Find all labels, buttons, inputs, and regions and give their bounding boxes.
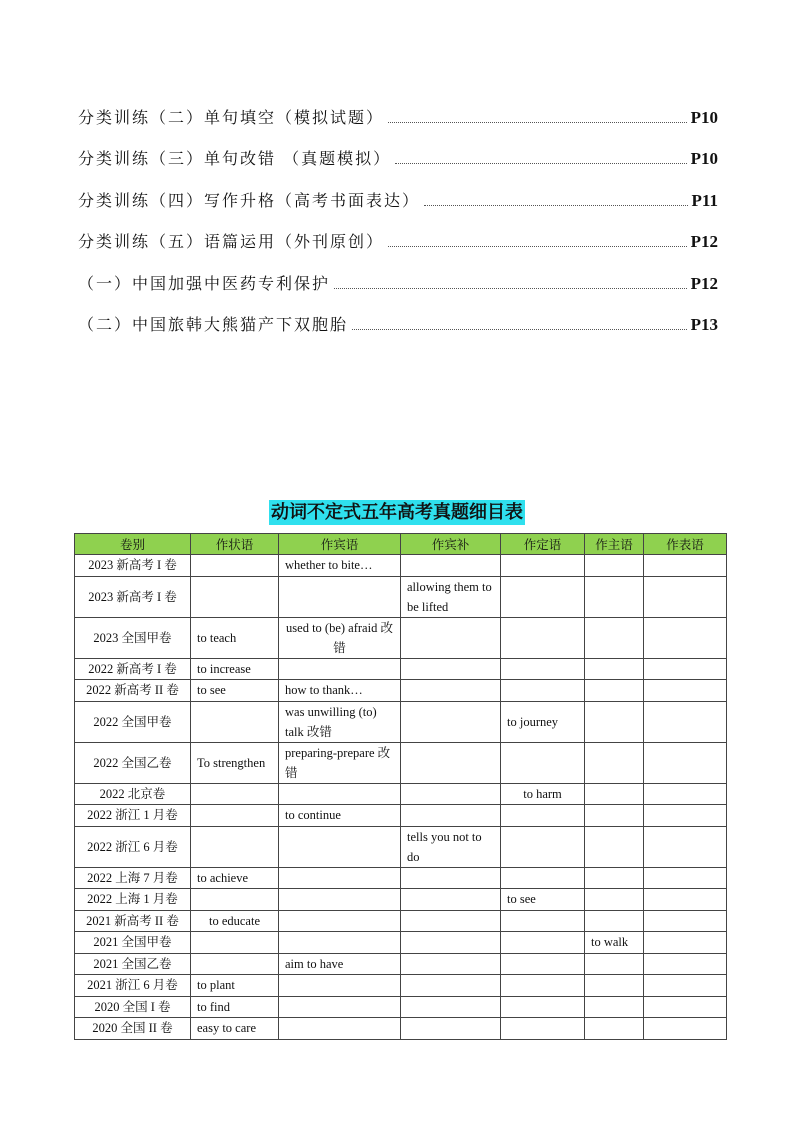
table-cell — [585, 975, 644, 997]
table-cell — [191, 826, 279, 867]
toc-entry-title: 分类训练（三）单句改错 （真题模拟） — [78, 149, 392, 168]
table-cell: to continue — [279, 805, 401, 827]
column-header: 作表语 — [644, 534, 727, 555]
table-cell — [279, 576, 401, 617]
table-row — [75, 576, 727, 617]
toc-entry[interactable] — [78, 294, 718, 336]
table-cell — [401, 701, 501, 742]
table-row — [75, 617, 727, 658]
table-title-wrap — [0, 498, 794, 524]
toc-entry-page: P13 — [690, 315, 718, 334]
table-cell: to harm — [501, 783, 585, 805]
toc-entry-title: （二）中国旅韩大熊猫产下双胞胎 — [78, 315, 349, 334]
exam-name-cell: 2023 新高考 I 卷 — [75, 555, 191, 577]
toc-entry[interactable] — [78, 169, 718, 211]
table-cell — [501, 996, 585, 1018]
table-cell — [501, 953, 585, 975]
table-cell — [501, 1018, 585, 1040]
table-cell — [644, 975, 727, 997]
toc-leader-dots — [395, 162, 687, 164]
table-cell — [191, 953, 279, 975]
toc-entry-page: P11 — [691, 190, 718, 210]
toc-leader-dots — [388, 245, 687, 247]
toc-entry-page: P10 — [690, 107, 718, 127]
table-cell — [644, 932, 727, 954]
toc-entry-page: P10 — [690, 149, 718, 168]
table-row — [75, 826, 727, 867]
exam-name-cell: 2021 全国甲卷 — [75, 932, 191, 954]
exam-name-cell: 2020 全国 II 卷 — [75, 1018, 191, 1040]
table-cell: was unwilling (to) talk 改错 — [279, 701, 401, 742]
toc-entry-title: （一）中国加强中医药专利保护 — [78, 273, 331, 293]
table-cell — [191, 576, 279, 617]
table-cell — [585, 867, 644, 889]
table-cell — [585, 617, 644, 658]
column-header: 卷别 — [75, 534, 191, 555]
table-cell — [401, 910, 501, 932]
table-cell — [501, 617, 585, 658]
table-cell — [644, 889, 727, 911]
exam-name-cell: 2022 全国乙卷 — [75, 742, 191, 783]
table-cell — [644, 953, 727, 975]
table-cell — [585, 805, 644, 827]
column-header: 作定语 — [501, 534, 585, 555]
table-row — [75, 701, 727, 742]
table-cell — [501, 910, 585, 932]
table-row — [75, 953, 727, 975]
table-cell — [191, 555, 279, 577]
table-row — [75, 910, 727, 932]
table-cell — [191, 889, 279, 911]
table-cell — [644, 826, 727, 867]
table-cell: to see — [501, 889, 585, 911]
table-cell: how to thank… — [279, 680, 401, 702]
table-cell — [644, 680, 727, 702]
table-row — [75, 889, 727, 911]
table-cell — [401, 932, 501, 954]
table-cell — [501, 805, 585, 827]
table-header-row — [75, 534, 727, 555]
table-cell — [585, 826, 644, 867]
table-cell: to walk — [585, 932, 644, 954]
table-cell — [279, 889, 401, 911]
toc-leader-dots — [424, 204, 688, 206]
table-cell — [585, 742, 644, 783]
exam-name-cell: 2020 全国 I 卷 — [75, 996, 191, 1018]
toc-leader-dots — [334, 287, 687, 289]
exam-name-cell: 2023 新高考 I 卷 — [75, 576, 191, 617]
table-row — [75, 555, 727, 577]
table-cell — [585, 658, 644, 680]
table-cell — [644, 701, 727, 742]
table-cell — [401, 805, 501, 827]
table-cell — [585, 910, 644, 932]
table-cell — [501, 826, 585, 867]
table-cell — [279, 996, 401, 1018]
table-cell — [401, 555, 501, 577]
table-cell — [585, 996, 644, 1018]
exam-name-cell: 2021 全国乙卷 — [75, 953, 191, 975]
table-cell — [644, 617, 727, 658]
table-cell — [401, 658, 501, 680]
table-cell — [401, 783, 501, 805]
table-cell: to see — [191, 680, 279, 702]
table-row — [75, 658, 727, 680]
table-cell — [279, 783, 401, 805]
table-cell — [644, 805, 727, 827]
table-row — [75, 867, 727, 889]
exam-breakdown-table — [74, 533, 727, 1040]
exam-name-cell: 2021 新高考 II 卷 — [75, 910, 191, 932]
toc-entry[interactable] — [78, 211, 718, 253]
toc-entry[interactable] — [78, 86, 718, 128]
table-body — [75, 555, 727, 1040]
exam-name-cell: 2022 浙江 1 月卷 — [75, 805, 191, 827]
table-cell — [585, 953, 644, 975]
exam-name-cell: 2021 浙江 6 月卷 — [75, 975, 191, 997]
table-cell — [279, 867, 401, 889]
toc-entry[interactable] — [78, 128, 718, 170]
table-cell — [401, 742, 501, 783]
table-cell — [401, 1018, 501, 1040]
table-cell: used to (be) afraid 改错 — [279, 617, 401, 658]
table-cell: to find — [191, 996, 279, 1018]
exam-name-cell: 2022 浙江 6 月卷 — [75, 826, 191, 867]
column-header: 作宾语 — [279, 534, 401, 555]
table-cell — [585, 1018, 644, 1040]
toc-entry-page: P12 — [690, 232, 718, 251]
table-cell — [279, 658, 401, 680]
toc-entry-page: P12 — [690, 273, 718, 293]
table-cell: preparing-prepare 改错 — [279, 742, 401, 783]
table-row — [75, 805, 727, 827]
exam-name-cell: 2022 北京卷 — [75, 783, 191, 805]
table-cell — [585, 555, 644, 577]
table-cell — [585, 680, 644, 702]
table-cell: easy to care — [191, 1018, 279, 1040]
table-cell — [401, 996, 501, 1018]
table-of-contents — [78, 86, 718, 335]
exam-name-cell: 2022 新高考 I 卷 — [75, 658, 191, 680]
table-cell: to increase — [191, 658, 279, 680]
toc-leader-dots — [352, 328, 687, 330]
table-cell — [501, 555, 585, 577]
table-cell — [401, 680, 501, 702]
exam-name-cell: 2022 上海 1 月卷 — [75, 889, 191, 911]
table-cell — [644, 1018, 727, 1040]
table-cell — [191, 932, 279, 954]
table-cell — [501, 867, 585, 889]
table-cell — [501, 932, 585, 954]
table-cell — [191, 805, 279, 827]
table-row — [75, 742, 727, 783]
table-cell: To strengthen — [191, 742, 279, 783]
table-cell — [644, 996, 727, 1018]
table-row — [75, 975, 727, 997]
column-header: 作状语 — [191, 534, 279, 555]
table-cell — [644, 555, 727, 577]
table-cell — [644, 867, 727, 889]
table-cell — [279, 975, 401, 997]
column-header: 作主语 — [585, 534, 644, 555]
table-cell — [279, 1018, 401, 1040]
table-cell: tells you not to do — [401, 826, 501, 867]
table-cell: to journey — [501, 701, 585, 742]
table-cell: whether to bite… — [279, 555, 401, 577]
table-cell — [585, 576, 644, 617]
table-row — [75, 1018, 727, 1040]
table-cell — [644, 783, 727, 805]
table-cell — [501, 658, 585, 680]
table-cell — [279, 932, 401, 954]
table-cell — [644, 910, 727, 932]
column-header: 作宾补 — [401, 534, 501, 555]
toc-entry-title: 分类训练（二）单句填空（模拟试题） — [78, 107, 385, 127]
table-cell — [401, 953, 501, 975]
table-row — [75, 680, 727, 702]
exam-name-cell: 2022 新高考 II 卷 — [75, 680, 191, 702]
table-cell — [401, 867, 501, 889]
table-cell — [644, 658, 727, 680]
table-cell — [501, 680, 585, 702]
table-cell: to plant — [191, 975, 279, 997]
table-row — [75, 996, 727, 1018]
table-cell — [279, 826, 401, 867]
table-cell — [501, 742, 585, 783]
exam-name-cell: 2022 上海 7 月卷 — [75, 867, 191, 889]
table-cell: aim to have — [279, 953, 401, 975]
table-cell — [585, 889, 644, 911]
table-row — [75, 932, 727, 954]
table-cell — [644, 742, 727, 783]
table-cell — [585, 783, 644, 805]
table-cell — [401, 889, 501, 911]
table-cell: to teach — [191, 617, 279, 658]
table-cell — [401, 975, 501, 997]
toc-entry-title: 分类训练（四）写作升格（高考书面表达） — [78, 190, 421, 210]
table-row — [75, 783, 727, 805]
exam-name-cell: 2022 全国甲卷 — [75, 701, 191, 742]
toc-entry-title: 分类训练（五）语篇运用（外刊原创） — [78, 232, 385, 251]
exam-name-cell: 2023 全国甲卷 — [75, 617, 191, 658]
table-title: 动词不定式五年高考真题细目表 — [271, 502, 523, 523]
table-cell — [501, 576, 585, 617]
table-cell — [191, 701, 279, 742]
table-cell — [279, 910, 401, 932]
table-cell: allowing them to be lifted — [401, 576, 501, 617]
table-cell — [191, 783, 279, 805]
table-cell — [644, 576, 727, 617]
table-cell — [501, 975, 585, 997]
toc-entry[interactable] — [78, 252, 718, 294]
table-cell — [401, 617, 501, 658]
toc-leader-dots — [388, 121, 687, 123]
table-cell: to educate — [191, 910, 279, 932]
table-cell — [585, 701, 644, 742]
table-cell: to achieve — [191, 867, 279, 889]
